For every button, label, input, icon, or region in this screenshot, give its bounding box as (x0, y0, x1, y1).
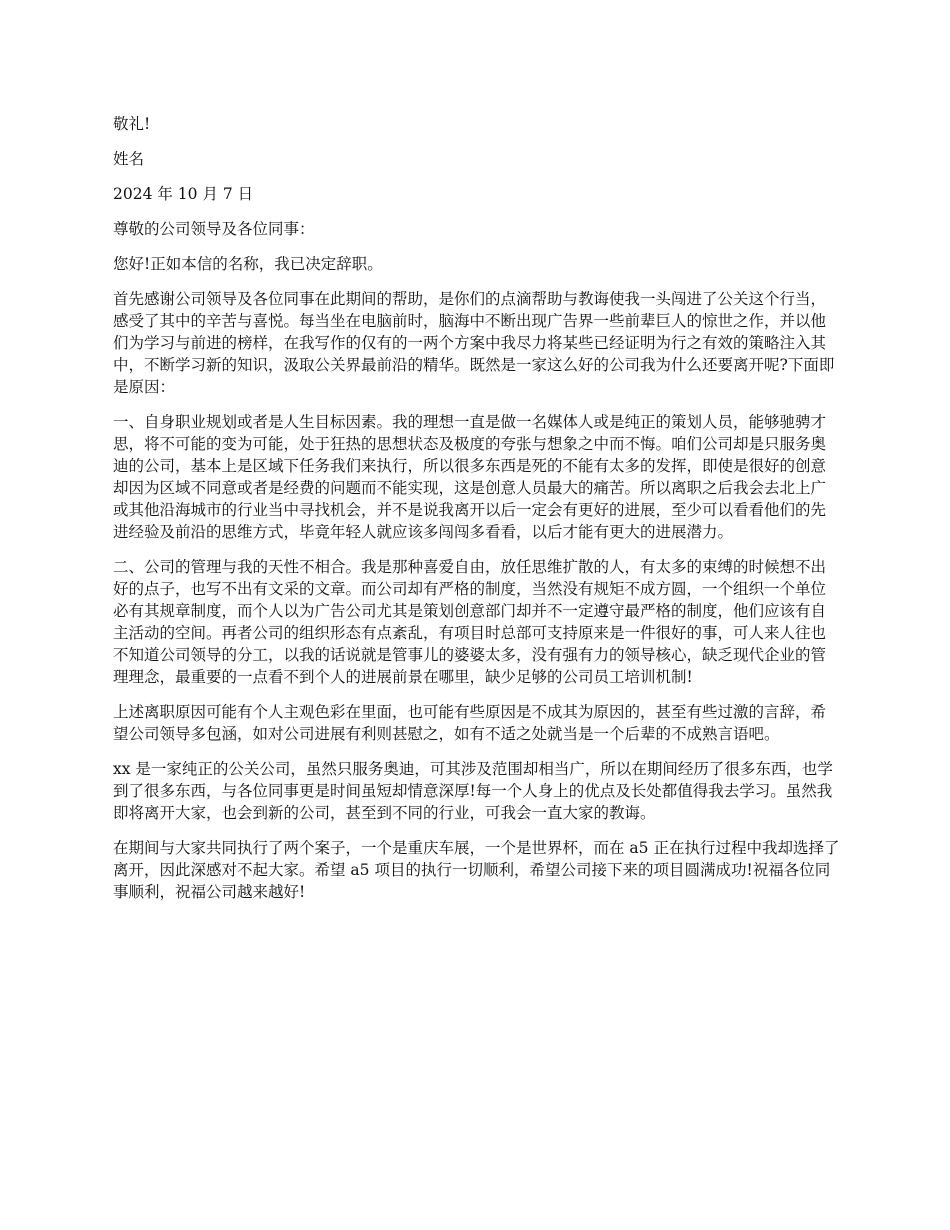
body-paragraph-company: xx 是一家纯正的公关公司，虽然只服务奥迪，可其涉及范围却相当广，所以在期间经历了很多东西，也学到了很多东西，与各位同事更是时间虽短却情意深厚!每一个人身上的优点及长处都值得我去学习。虽然我即将离开大家，也会到新的公司，甚至到不同的行业，可我会一直大家的教诲。 (113, 760, 833, 822)
body-paragraph-thanks: 首先感谢公司领导及各位同事在此期间的帮助，是你们的点滴帮助与教诲使我一头闯进了公关这个行当，感受了其中的辛苦与喜悦。每当坐在电脑前时，脑海中不断出现广告界一些前辈巨人的惊世之作，并以他们为学习与前进的榜样，在我写作的仅有的一两个方案中我尽力将某些已经证明为行之有效的策略注入其中，不断学习新的知识，汲取公关界最前沿的精华。既然是一家这么好的公司我为什么还要离开呢?下面即是原因： (113, 290, 835, 396)
closing-line: 敬礼! (113, 115, 151, 133)
body-paragraph-apology: 上述离职原因可能有个人主观色彩在里面，也可能有些原因是不成其为原因的，甚至有些过激的言辞，希望公司领导多包涵，如对公司进展有利则甚慰之，如有不适之处就当是一个后辈的不成熟言语吧。 (113, 703, 827, 743)
letter-page (113, 113, 840, 916)
body-paragraph-reason-two: 二、公司的管理与我的天性不相合。我是那种喜爱自由，放任思维扩散的人，有太多的束缚的时候想不出好的点子，也写不出有文采的文章。而公司却有严格的制度，当然没有规矩不成方圆，一个组织一个单位必有其规章制度，而个人以为广告公司尤其是策划创意部门却并不一定遵守最严格的制度，他们应该有自主活动的空间。再者公司的组织形态有点紊乱，有项目时总部可支持原来是一件很好的事，可人来人往也不知道公司领导的分工，以我的话说就是管事儿的婆婆太多，没有强有力的领导核心，缺乏现代企业的管理理念，最重要的一点看不到个人的进展前景在哪里，缺少足够的公司员工培训机制! (113, 558, 827, 686)
salutation: 尊敬的公司领导及各位同事： (113, 220, 315, 238)
body-paragraph-farewell: 在期间与大家共同执行了两个案子，一个是重庆车展，一个是世界杯，而在 a5 正在执行过程中我却选择了离开，因此深感对不起大家。希望 a5 项目的执行一切顺利，希望公司接下来的项目圆满成功!祝福各位同事顺利，祝福公司越来越好! (113, 839, 840, 901)
body-paragraph-reason-one: 一、自身职业规划或者是人生目标因素。我的理想一直是做一名媒体人或是纯正的策划人员，能够驰骋才思，将不可能的变为可能，处于狂热的思想状态及极度的夸张与想象之中而不悔。咱们公司却是只服务奥迪的公司，基本上是区域下任务我们来执行，所以很多东西是死的不能有太多的发挥，即使是很好的创意却因为区域不同意或者是经费的问题而不能实现，这是创意人员最大的痛苦。所以离职之后我会去北上广或其他沿海城市的行业当中寻找机会，并不是说我离开以后一定会有更好的进展，至少可以看看他们的先进经验及前沿的思维方式，毕竟年轻人就应该多闯闯多看看，以后才能有更大的进展潜力。 (113, 413, 827, 541)
opening-line: 您好!正如本信的名称，我已决定辞职。 (113, 255, 383, 273)
letter-date: 2024 年 10 月 7 日 (113, 185, 254, 203)
signature-name: 姓名 (113, 150, 145, 168)
